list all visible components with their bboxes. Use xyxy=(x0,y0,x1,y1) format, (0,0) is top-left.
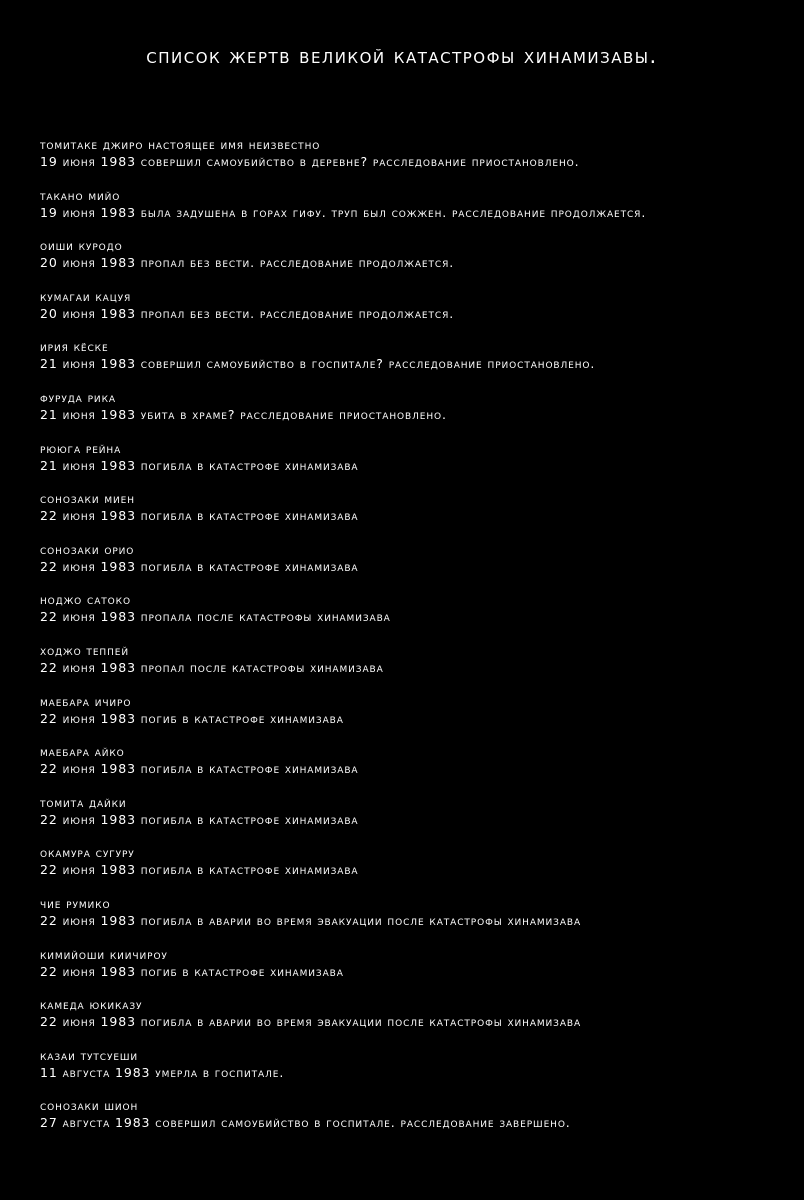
victim-name: маебара айко xyxy=(40,744,125,760)
victim-name: рююга рейна xyxy=(40,440,122,456)
victims-list xyxy=(40,136,780,1148)
victim-detail: 19 июня 1983 совершил самоубийство в деревне? расследование приостановлено. xyxy=(40,154,580,169)
list-item xyxy=(40,1047,780,1098)
list-item xyxy=(40,693,780,744)
victim-name: окамура сугуру xyxy=(40,845,135,861)
list-item xyxy=(40,389,780,440)
victim-detail: 22 июня 1983 погибла в катастрофе хинамизава xyxy=(40,558,359,574)
victim-detail: 22 июня 1983 погибла в аварии во время эвакуации после катастрофы хинамизава xyxy=(40,912,582,928)
victim-name: камеда юкиказу xyxy=(40,997,143,1013)
list-item xyxy=(40,490,780,541)
victim-detail: 22 июня 1983 погибла в катастрофе хинамизава xyxy=(40,761,359,777)
victim-detail: 27 августа 1983 совершил самоубийство в госпитале. расследование завершено. xyxy=(40,1115,571,1131)
list-item xyxy=(40,844,780,895)
victim-detail: 19 июня 1983 была задушена в горах гифу. труп был сожжен. расследование продолжается. xyxy=(40,204,647,220)
victim-detail: 22 июня 1983 пропала после катастрофы хинамизава xyxy=(40,609,391,625)
list-item xyxy=(40,237,780,288)
victim-detail: 22 июня 1983 погибла в катастрофе хинамизава xyxy=(40,508,359,524)
victim-name: такано мийо xyxy=(40,187,121,203)
victim-detail: 21 июня 1983 совершил самоубийство в госпитале? расследование приостановлено. xyxy=(40,356,596,372)
list-item xyxy=(40,136,780,187)
victim-name: маебара ичиро xyxy=(40,693,132,709)
victim-name: кумагаи кацуя xyxy=(40,288,132,304)
list-item xyxy=(40,288,780,339)
page-title: список жертв великой катастрофы хинамизавы. xyxy=(146,44,658,68)
victim-detail: 22 июня 1983 погиб в катастрофе хинамизава xyxy=(40,963,344,979)
victim-name: ходжо теппей xyxy=(40,642,129,658)
victim-detail: 22 июня 1983 погибла в катастрофе хинамизава xyxy=(40,811,359,827)
victim-detail: 22 июня 1983 погиб в катастрофе хинамизава xyxy=(40,710,344,726)
victim-detail: 11 августа 1983 умерла в госпитале. xyxy=(40,1064,285,1080)
list-item xyxy=(40,591,780,642)
victim-name: казаи тутсуеши xyxy=(40,1047,139,1063)
victim-detail: 22 июня 1983 погибла в катастрофе хинамизава xyxy=(40,862,359,878)
list-item xyxy=(40,187,780,238)
list-item xyxy=(40,1097,780,1148)
list-item xyxy=(40,743,780,794)
list-item xyxy=(40,642,780,693)
victim-detail: 22 июня 1983 пропал после катастрофы хинамизава xyxy=(40,659,384,675)
victim-detail: 21 июня 1983 погибла в катастрофе хинамизава xyxy=(40,457,359,473)
victim-name: ноджо сатоко xyxy=(40,592,131,608)
list-item xyxy=(40,895,780,946)
victim-name: сонозаки миен xyxy=(40,491,135,507)
victim-detail: 20 июня 1983 пропал без вести. расследование продолжается. xyxy=(40,305,455,321)
list-item xyxy=(40,541,780,592)
victim-name: томитаке джиро настоящее имя неизвестно xyxy=(40,137,321,152)
list-item xyxy=(40,996,780,1047)
victim-name: чие румико xyxy=(40,895,111,911)
victim-name: оиши куродо xyxy=(40,238,123,254)
list-item xyxy=(40,946,780,997)
victim-name: ирия кёске xyxy=(40,339,109,355)
list-item xyxy=(40,440,780,491)
victim-detail: 22 июня 1983 погибла в аварии во время эвакуации после катастрофы хинамизава xyxy=(40,1014,582,1030)
victim-detail: 21 июня 1983 убита в храме? расследование приостановлено. xyxy=(40,406,447,422)
victim-name: томита дайки xyxy=(40,794,127,810)
list-item xyxy=(40,338,780,389)
victim-name: фуруда рика xyxy=(40,389,116,405)
victim-name: сонозаки орио xyxy=(40,541,135,557)
victim-name: сонозаки шион xyxy=(40,1098,139,1114)
victim-detail: 20 июня 1983 пропал без вести. расследование продолжается. xyxy=(40,255,455,271)
victim-name: кимийоши киичироу xyxy=(40,946,168,962)
list-item xyxy=(40,794,780,845)
